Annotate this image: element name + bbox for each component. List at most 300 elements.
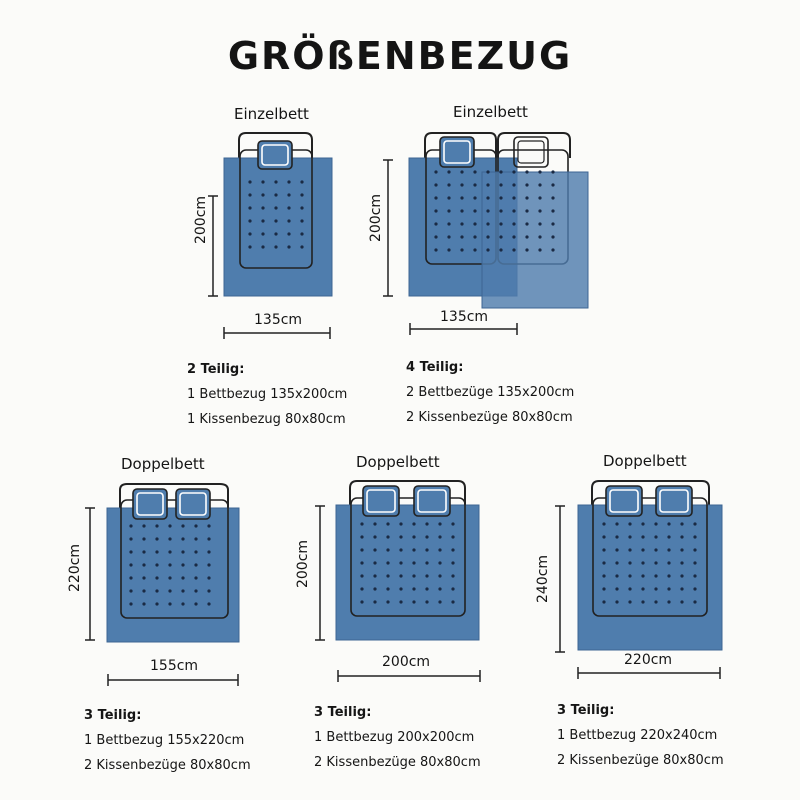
pattern-dot (425, 548, 428, 551)
pattern-dot (460, 235, 463, 238)
pattern-dot (451, 600, 454, 603)
pattern-dot (654, 600, 657, 603)
pattern-dot (300, 180, 303, 183)
set-item: 1 Bettbezug 220x240cm (557, 728, 718, 743)
pattern-dot (641, 587, 644, 590)
pattern-dot (693, 522, 696, 525)
pattern-dot (373, 522, 376, 525)
pattern-dot (300, 219, 303, 222)
pattern-dot (360, 548, 363, 551)
pattern-dot (168, 524, 171, 527)
pattern-dot (538, 196, 541, 199)
pattern-dot (499, 209, 502, 212)
pattern-dot (512, 235, 515, 238)
pattern-dot (207, 563, 210, 566)
pattern-dot (641, 600, 644, 603)
pattern-dot (412, 561, 415, 564)
pattern-dot (680, 535, 683, 538)
pattern-dot (460, 248, 463, 251)
pattern-dot (142, 576, 145, 579)
pattern-dot (641, 574, 644, 577)
pattern-dot (538, 235, 541, 238)
pattern-dot (693, 535, 696, 538)
pattern-dot (460, 183, 463, 186)
pattern-dot (438, 522, 441, 525)
pattern-dot (525, 209, 528, 212)
pattern-dot (602, 561, 605, 564)
pattern-dot (155, 576, 158, 579)
pattern-dot (434, 222, 437, 225)
pattern-dot (473, 170, 476, 173)
pattern-dot (425, 522, 428, 525)
pattern-dot (399, 522, 402, 525)
pattern-dot (615, 600, 618, 603)
pattern-dot (194, 537, 197, 540)
pattern-dot (654, 535, 657, 538)
pattern-dot (451, 548, 454, 551)
pattern-dot (248, 193, 251, 196)
pattern-dot (300, 193, 303, 196)
pattern-dot (473, 235, 476, 238)
pattern-dot (667, 600, 670, 603)
pattern-dot (667, 535, 670, 538)
pattern-dot (261, 180, 264, 183)
pattern-dot (486, 235, 489, 238)
pattern-dot (551, 170, 554, 173)
pattern-dot (460, 170, 463, 173)
pattern-dot (425, 535, 428, 538)
pattern-dot (667, 548, 670, 551)
pattern-dot (386, 535, 389, 538)
pattern-dot (693, 561, 696, 564)
pattern-dot (641, 561, 644, 564)
set-item: 2 Bettbezüge 135x200cm (406, 385, 575, 400)
pattern-dot (373, 548, 376, 551)
pattern-dot (693, 587, 696, 590)
pattern-dot (680, 561, 683, 564)
pattern-dot (194, 550, 197, 553)
pattern-dot (425, 600, 428, 603)
pattern-dot (473, 222, 476, 225)
pattern-dot (473, 209, 476, 212)
duvet-cover (336, 505, 479, 640)
pattern-dot (168, 576, 171, 579)
width-label: 220cm (624, 652, 673, 668)
pattern-dot (142, 524, 145, 527)
bed-diagram-1 (208, 133, 332, 339)
pattern-dot (538, 222, 541, 225)
pattern-dot (155, 563, 158, 566)
pattern-dot (499, 196, 502, 199)
pattern-dot (434, 235, 437, 238)
pattern-dot (525, 248, 528, 251)
pattern-dot (248, 219, 251, 222)
pattern-dot (693, 600, 696, 603)
pattern-dot (551, 248, 554, 251)
pattern-dot (412, 548, 415, 551)
pattern-dot (486, 209, 489, 212)
pattern-dot (641, 522, 644, 525)
pattern-dot (129, 537, 132, 540)
pattern-dot (499, 235, 502, 238)
pattern-dot (512, 196, 515, 199)
pattern-dot (693, 574, 696, 577)
pattern-dot (538, 209, 541, 212)
pattern-dot (486, 170, 489, 173)
set-item: 1 Kissenbezug 80x80cm (187, 412, 346, 427)
pattern-dot (425, 561, 428, 564)
pattern-dot (438, 587, 441, 590)
pattern-dot (168, 589, 171, 592)
set-item: 1 Bettbezug 155x220cm (84, 733, 245, 748)
pattern-dot (300, 245, 303, 248)
pattern-dot (680, 600, 683, 603)
duvet-cover (482, 172, 588, 308)
pattern-dot (434, 170, 437, 173)
pattern-dot (181, 602, 184, 605)
pattern-dot (360, 600, 363, 603)
pattern-dot (425, 574, 428, 577)
pattern-dot (438, 600, 441, 603)
pattern-dot (538, 248, 541, 251)
pattern-dot (194, 563, 197, 566)
pattern-dot (447, 196, 450, 199)
pattern-dot (181, 550, 184, 553)
pattern-dot (434, 248, 437, 251)
pattern-dot (129, 524, 132, 527)
pattern-dot (207, 524, 210, 527)
pattern-dot (248, 232, 251, 235)
pattern-dot (399, 587, 402, 590)
pattern-dot (287, 180, 290, 183)
pattern-dot (538, 183, 541, 186)
pattern-dot (168, 550, 171, 553)
pattern-dot (207, 602, 210, 605)
pattern-dot (412, 522, 415, 525)
pattern-dot (615, 561, 618, 564)
pattern-dot (399, 535, 402, 538)
pattern-dot (447, 170, 450, 173)
pattern-dot (602, 600, 605, 603)
pattern-dot (142, 589, 145, 592)
bed-diagram-4 (315, 481, 480, 682)
duvet-cover (578, 505, 722, 650)
width-label: 200cm (382, 654, 431, 670)
pattern-dot (680, 587, 683, 590)
pattern-dot (525, 235, 528, 238)
height-label: 200cm (368, 193, 384, 243)
width-label: 155cm (150, 658, 199, 674)
set-info-5 (557, 698, 724, 773)
pattern-dot (512, 222, 515, 225)
pattern-dot (287, 232, 290, 235)
pattern-dot (538, 170, 541, 173)
pattern-dot (680, 548, 683, 551)
bed-title: Einzelbett (234, 105, 309, 123)
pattern-dot (434, 209, 437, 212)
pattern-dot (142, 563, 145, 566)
set-label: 3 Teilig: (314, 705, 372, 720)
pattern-dot (641, 535, 644, 538)
pattern-dot (129, 576, 132, 579)
pattern-dot (551, 209, 554, 212)
pattern-dot (512, 183, 515, 186)
pattern-dot (181, 576, 184, 579)
pattern-dot (360, 561, 363, 564)
height-label: 240cm (535, 554, 551, 604)
pattern-dot (451, 561, 454, 564)
pattern-dot (473, 196, 476, 199)
pattern-dot (667, 587, 670, 590)
pattern-dot (654, 587, 657, 590)
pattern-dot (207, 537, 210, 540)
pattern-dot (207, 576, 210, 579)
pattern-dot (628, 535, 631, 538)
pattern-dot (261, 206, 264, 209)
pattern-dot (486, 183, 489, 186)
pattern-dot (460, 222, 463, 225)
pattern-dot (512, 170, 515, 173)
set-label: 4 Teilig: (406, 360, 464, 375)
pattern-dot (274, 245, 277, 248)
pattern-dot (386, 600, 389, 603)
pattern-dot (248, 206, 251, 209)
pattern-dot (486, 196, 489, 199)
pattern-dot (248, 245, 251, 248)
pattern-dot (373, 587, 376, 590)
pattern-dot (287, 206, 290, 209)
pattern-dot (512, 248, 515, 251)
pattern-dot (499, 183, 502, 186)
bed-diagram-3 (85, 484, 239, 686)
pattern-dot (525, 183, 528, 186)
width-label: 135cm (440, 309, 489, 325)
pattern-dot (667, 574, 670, 577)
set-item: 1 Bettbezug 135x200cm (187, 387, 348, 402)
pattern-dot (360, 574, 363, 577)
pattern-dot (641, 548, 644, 551)
pattern-dot (287, 219, 290, 222)
pattern-dot (168, 563, 171, 566)
pattern-dot (360, 522, 363, 525)
pattern-dot (142, 550, 145, 553)
pattern-dot (438, 535, 441, 538)
pattern-dot (194, 576, 197, 579)
pattern-dot (373, 535, 376, 538)
pattern-dot (438, 561, 441, 564)
pattern-dot (525, 196, 528, 199)
pattern-dot (412, 535, 415, 538)
pattern-dot (412, 574, 415, 577)
pattern-dot (386, 561, 389, 564)
pattern-dot (373, 574, 376, 577)
set-label: 3 Teilig: (84, 708, 142, 723)
pattern-dot (248, 180, 251, 183)
pattern-dot (551, 196, 554, 199)
pattern-dot (373, 561, 376, 564)
pattern-dot (300, 206, 303, 209)
pattern-dot (155, 589, 158, 592)
pattern-dot (551, 222, 554, 225)
pattern-dot (628, 587, 631, 590)
pattern-dot (194, 589, 197, 592)
pattern-dot (486, 222, 489, 225)
set-item: 2 Kissenbezüge 80x80cm (84, 758, 251, 773)
set-item: 1 Bettbezug 200x200cm (314, 730, 475, 745)
set-label: 2 Teilig: (187, 362, 245, 377)
pattern-dot (399, 561, 402, 564)
pattern-dot (628, 600, 631, 603)
pattern-dot (499, 248, 502, 251)
pattern-dot (142, 602, 145, 605)
pattern-dot (512, 209, 515, 212)
pattern-dot (602, 574, 605, 577)
pattern-dot (261, 219, 264, 222)
set-item: 2 Kissenbezüge 80x80cm (557, 753, 724, 768)
pattern-dot (551, 183, 554, 186)
pattern-dot (274, 232, 277, 235)
set-label: 3 Teilig: (557, 703, 615, 718)
pattern-dot (602, 522, 605, 525)
pattern-dot (129, 550, 132, 553)
pattern-dot (168, 537, 171, 540)
pattern-dot (274, 180, 277, 183)
pattern-dot (386, 574, 389, 577)
bed-title: Doppelbett (603, 452, 687, 470)
pattern-dot (261, 232, 264, 235)
pattern-dot (142, 537, 145, 540)
pattern-dot (274, 193, 277, 196)
bed-diagram-2 (383, 133, 588, 335)
pattern-dot (615, 587, 618, 590)
set-info-1 (187, 357, 347, 432)
pattern-dot (129, 563, 132, 566)
set-item: 2 Kissenbezüge 80x80cm (314, 755, 481, 770)
pattern-dot (287, 193, 290, 196)
page-title: GRÖßENBEZUG (227, 34, 573, 78)
duvet-cover (107, 508, 239, 642)
pattern-dot (451, 587, 454, 590)
pattern-dot (693, 548, 696, 551)
pattern-dot (602, 535, 605, 538)
pattern-dot (274, 219, 277, 222)
pattern-dot (460, 196, 463, 199)
pattern-dot (486, 248, 489, 251)
pattern-dot (447, 248, 450, 251)
pattern-dot (399, 548, 402, 551)
pattern-dot (438, 548, 441, 551)
set-info-2 (406, 355, 574, 430)
pattern-dot (181, 563, 184, 566)
pattern-dot (412, 600, 415, 603)
pattern-dot (168, 602, 171, 605)
pattern-dot (155, 550, 158, 553)
pattern-dot (155, 602, 158, 605)
pattern-dot (680, 522, 683, 525)
pattern-dot (207, 550, 210, 553)
pattern-dot (181, 524, 184, 527)
pattern-dot (499, 222, 502, 225)
pattern-dot (386, 548, 389, 551)
pattern-dot (360, 535, 363, 538)
set-item: 2 Kissenbezüge 80x80cm (406, 410, 573, 425)
pattern-dot (447, 222, 450, 225)
pattern-dot (451, 574, 454, 577)
bed-title: Doppelbett (356, 453, 440, 471)
pattern-dot (425, 587, 428, 590)
pattern-dot (181, 589, 184, 592)
pattern-dot (434, 183, 437, 186)
width-label: 135cm (254, 312, 303, 328)
pattern-dot (615, 574, 618, 577)
pattern-dot (194, 524, 197, 527)
pattern-dot (300, 232, 303, 235)
pattern-dot (447, 235, 450, 238)
pattern-dot (261, 245, 264, 248)
pattern-dot (615, 522, 618, 525)
set-info-3 (84, 703, 251, 778)
pattern-dot (451, 535, 454, 538)
pattern-dot (399, 574, 402, 577)
pattern-dot (525, 170, 528, 173)
pattern-dot (129, 602, 132, 605)
pattern-dot (615, 548, 618, 551)
pattern-dot (654, 548, 657, 551)
pattern-dot (628, 561, 631, 564)
bed-diagram-5 (555, 481, 722, 679)
height-label: 220cm (67, 543, 83, 593)
height-label: 200cm (295, 539, 311, 589)
pattern-dot (207, 589, 210, 592)
pattern-dot (602, 548, 605, 551)
pattern-dot (460, 209, 463, 212)
pattern-dot (680, 574, 683, 577)
pattern-dot (274, 206, 277, 209)
pattern-dot (194, 602, 197, 605)
bed-title: Einzelbett (453, 103, 528, 121)
height-label: 200cm (193, 195, 209, 245)
pattern-dot (473, 183, 476, 186)
pattern-dot (399, 600, 402, 603)
pattern-dot (615, 535, 618, 538)
pattern-dot (155, 537, 158, 540)
pattern-dot (386, 522, 389, 525)
pattern-dot (551, 235, 554, 238)
pattern-dot (386, 587, 389, 590)
pattern-dot (434, 196, 437, 199)
pattern-dot (438, 574, 441, 577)
pattern-dot (602, 587, 605, 590)
pattern-dot (654, 574, 657, 577)
pattern-dot (360, 587, 363, 590)
pattern-dot (451, 522, 454, 525)
pattern-dot (499, 170, 502, 173)
pattern-dot (412, 587, 415, 590)
pattern-dot (473, 248, 476, 251)
pattern-dot (181, 537, 184, 540)
pattern-dot (667, 561, 670, 564)
pattern-dot (667, 522, 670, 525)
pattern-dot (654, 522, 657, 525)
pattern-dot (155, 524, 158, 527)
bed-title: Doppelbett (121, 455, 205, 473)
pattern-dot (447, 209, 450, 212)
pattern-dot (373, 600, 376, 603)
pattern-dot (525, 222, 528, 225)
pattern-dot (129, 589, 132, 592)
pattern-dot (654, 561, 657, 564)
pattern-dot (261, 193, 264, 196)
